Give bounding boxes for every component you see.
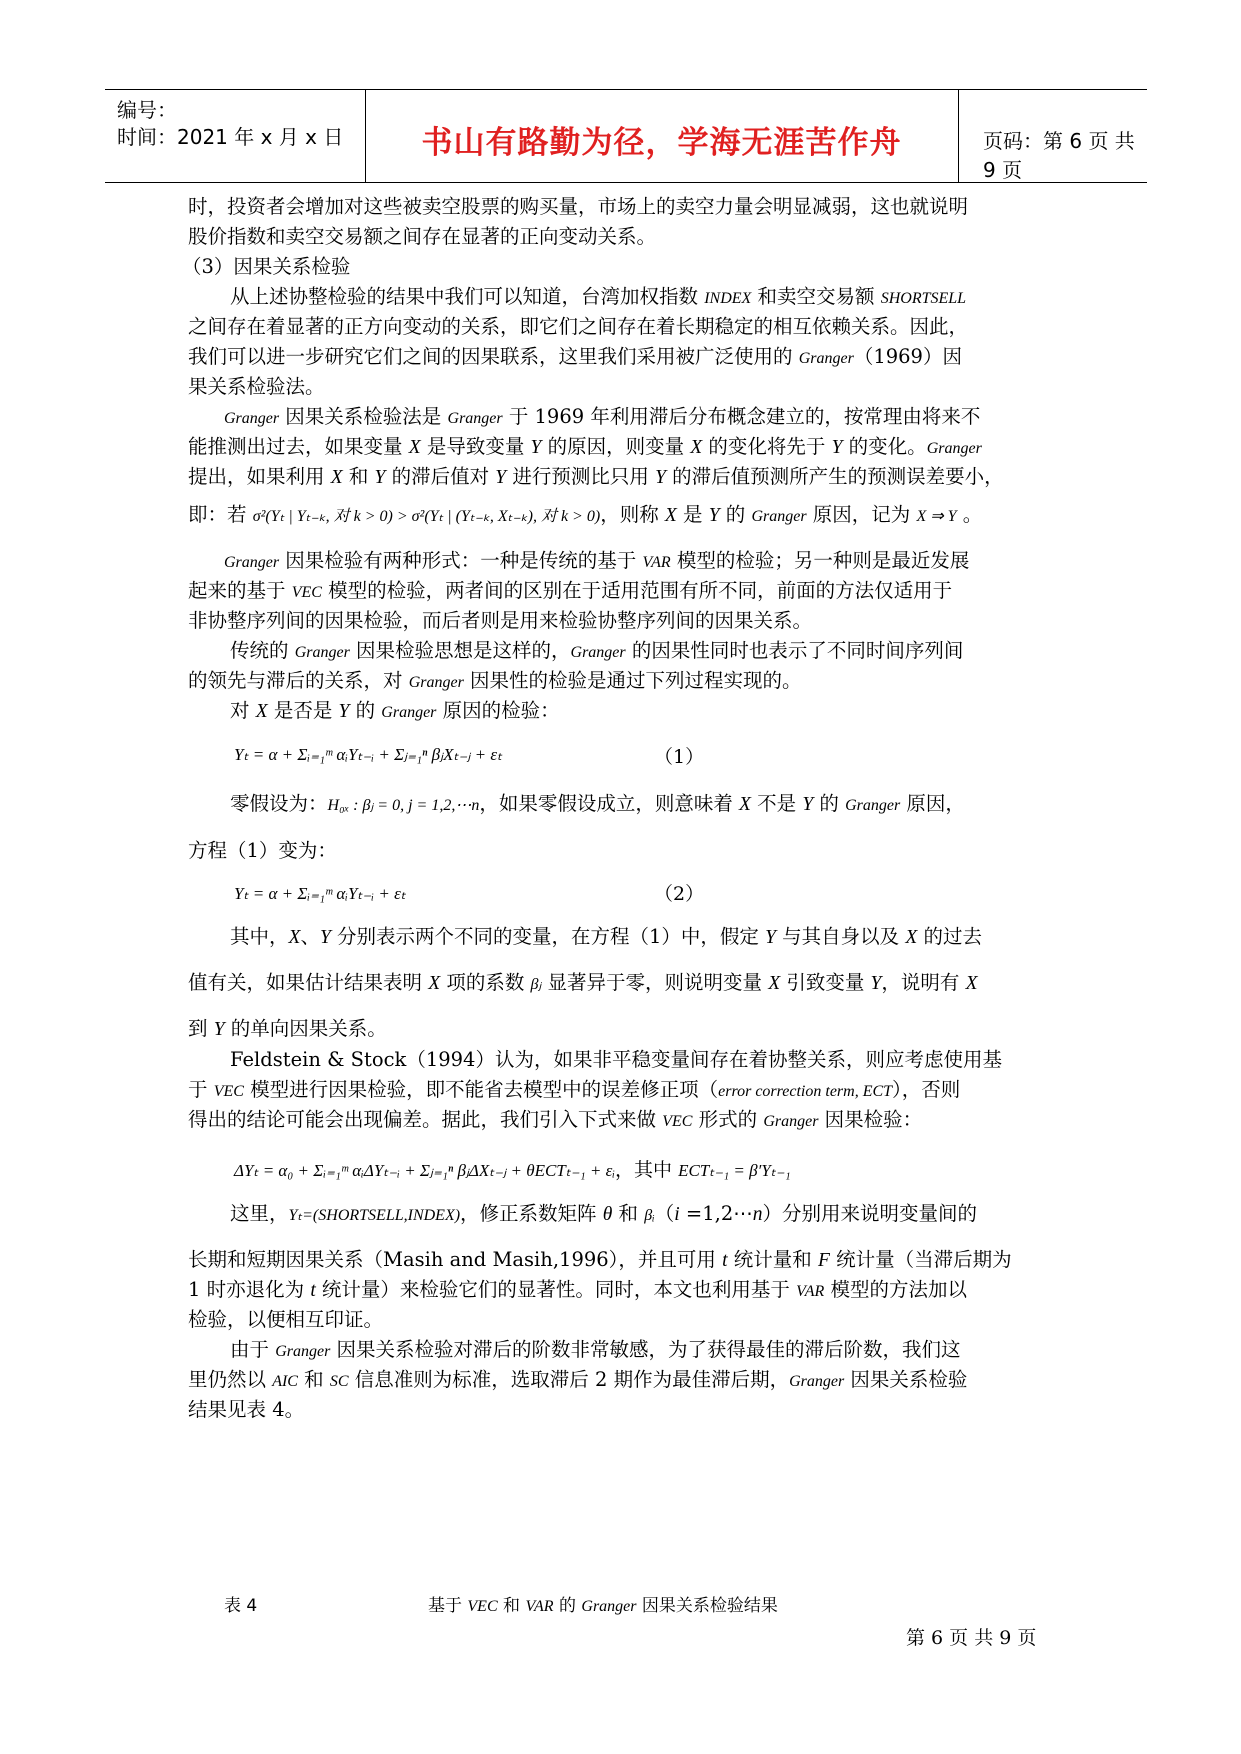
equation-2: Yₜ = α + Σᵢ₌₁ᵐ αᵢYₜ₋ᵢ + εₜ: [234, 884, 406, 903]
para-line: 之间存在着显著的正方向变动的关系，即它们之间存在着长期稳定的相互依赖关系。因此，: [188, 315, 969, 338]
header-page-info: 页码：第 6 页 共 9 页: [983, 129, 1135, 182]
para-line: 非协整序列间的因果检验，而后者则是用来检验协整序列间的因果关系。: [188, 609, 813, 632]
header-top-rule: [105, 89, 1147, 90]
inequality-formula: σ²(Yₜ | Yₜ₋ₖ, 对 k > 0) > σ²(Yₜ | (Yₜ₋ₖ, Xₜ₋ₖ), 对 k > 0): [252, 508, 601, 525]
para-line: 即：若 σ²(Yₜ | Yₜ₋ₖ, 对 k > 0) > σ²(Yₜ | (Yₜ₋ₖ, Xₜ₋ₖ), 对 k > 0)，则称 X 是 Y 的 Granger 原因，记为 X ⇒ Y 。: [188, 503, 983, 526]
para-line: 传统的 Granger 因果检验思想是这样的，Granger 的因果性同时也表示了不同时间序列间: [230, 639, 964, 662]
equation-1-number: （1）: [654, 746, 705, 768]
para-line: 的领先与滞后的关系，对 Granger 因果性的检验是通过下列过程实现的。: [188, 669, 802, 692]
table-caption-label: 表 4: [224, 1596, 258, 1616]
para-line: 其中，X、Y 分别表示两个不同的变量，在方程（1）中，假定 Y 与其自身以及 X 的过去: [230, 925, 983, 948]
para-line: 零假设为：H₀ₓ : βⱼ = 0, j = 1,2,⋯n，如果零假设成立，则意味着 X 不是 Y 的 Granger 原因，: [230, 792, 965, 815]
header-bottom-rule: [105, 182, 1147, 183]
header-divider-right: [958, 89, 959, 183]
para-line: Feldstein & Stock（1994）认为，如果非平稳变量间存在着协整关系，则应考虑使用基: [230, 1048, 1002, 1071]
header-motto: 书山有路勤为径，学海无涯苦作舟: [421, 125, 902, 161]
para-line: 到 Y 的单向因果关系。: [188, 1017, 387, 1040]
para-line: Granger 因果检验有两种形式：一种是传统的基于 VAR 模型的检验；另一种则是最近发展: [224, 549, 970, 572]
para-line: 这里，Yₜ=(SHORTSELL,INDEX)，修正系数矩阵 θ 和 βᵢ（i =1,2⋯n）分别用来说明变量间的: [230, 1202, 978, 1225]
para-line: 由于 Granger 因果关系检验对滞后的阶数非常敏感，为了获得最佳的滞后阶数，我们这: [230, 1338, 961, 1361]
para-line: 长期和短期因果关系（Masih and Masih,1996），并且可用 t 统计量和 F 统计量（当滞后期为: [188, 1248, 1012, 1271]
para-line: 值有关，如果估计结果表明 X 项的系数 βⱼ 显著异于零，则说明变量 X 引致变量 Y，说明有 X: [188, 971, 978, 994]
para-line: 结果见表 4。: [188, 1398, 305, 1421]
equation-3: ΔYₜ = α₀ + Σᵢ₌₁ᵐ αᵢΔYₜ₋ᵢ + Σⱼ₌₁ⁿ βⱼΔXₜ₋ⱼ + θECTₜ₋₁ + εᵢ，其中 ECTₜ₋₁ = β′Yₜ₋₁: [234, 1159, 791, 1181]
para-line: 我们可以进一步研究它们之间的因果联系，这里我们采用被广泛使用的 Granger（1969）因: [188, 345, 962, 368]
para-line: 于 VEC 模型进行因果检验，即不能省去模型中的误差修正项（error correction term, ECT），否则: [188, 1078, 961, 1101]
para-line: 对 X 是否是 Y 的 Granger 原因的检验：: [230, 699, 560, 722]
header-time: 时间：2021 年 x 月 x 日: [117, 125, 344, 149]
page-footer: 第 6 页 共 9 页: [906, 1627, 1037, 1649]
para-line: 起来的基于 VEC 模型的检验，两者间的区别在于适用范围有所不同，前面的方法仅适用于: [188, 579, 953, 602]
para-line: 时，投资者会增加对这些被卖空股票的购买量，市场上的卖空力量会明显减弱，这也就说明: [188, 195, 969, 218]
para-line: 得出的结论可能会出现偏差。据此，我们引入下式来做 VEC 形式的 Granger 因果检验：: [188, 1108, 923, 1131]
para-line: Granger 因果关系检验法是 Granger 于 1969 年利用滞后分布概念建立的，按常理由将来不: [224, 405, 981, 428]
para-line: 股价指数和卖空交易额之间存在显著的正向变动关系。: [188, 225, 657, 248]
null-hypothesis-formula: H₀ₓ : βⱼ = 0, j = 1,2,⋯n: [327, 797, 480, 814]
para-line: 能推测出过去，如果变量 X 是导致变量 Y 的原因，则变量 X 的变化将先于 Y 的变化。Granger: [188, 435, 982, 458]
section-heading: （3）因果关系检验: [182, 255, 351, 278]
equation-2-number: （2）: [654, 883, 705, 905]
para-line: 里仍然以 AIC 和 SC 信息准则为标准，选取滞后 2 期作为最佳滞后期，Granger 因果关系检验: [188, 1368, 968, 1391]
para-line: 从上述协整检验的结果中我们可以知道，台湾加权指数 INDEX 和卖空交易额 SHORTSELL: [230, 285, 967, 308]
header-serial: 编号：: [117, 98, 177, 122]
para-line: 1 时亦退化为 t 统计量）来检验它们的显著性。同时，本文也利用基于 VAR 模型的方法加以: [188, 1278, 967, 1301]
para-line: 果关系检验法。: [188, 375, 325, 398]
para-line: 方程（1）变为：: [188, 839, 337, 862]
para-line: 提出，如果利用 X 和 Y 的滞后值对 Y 进行预测比只用 Y 的滞后值预测所产生的预测误差要小，: [188, 465, 1004, 488]
equation-1: Yₜ = α + Σᵢ₌₁ᵐ αᵢYₜ₋ᵢ + Σⱼ₌₁ⁿ βⱼXₜ₋ⱼ + εₜ: [234, 745, 503, 764]
page-header: [105, 89, 1147, 183]
table-caption-title: 基于 VEC 和 VAR 的 Granger 因果关系检验结果: [428, 1596, 778, 1616]
para-line: 检验，以便相互印证。: [188, 1308, 384, 1331]
